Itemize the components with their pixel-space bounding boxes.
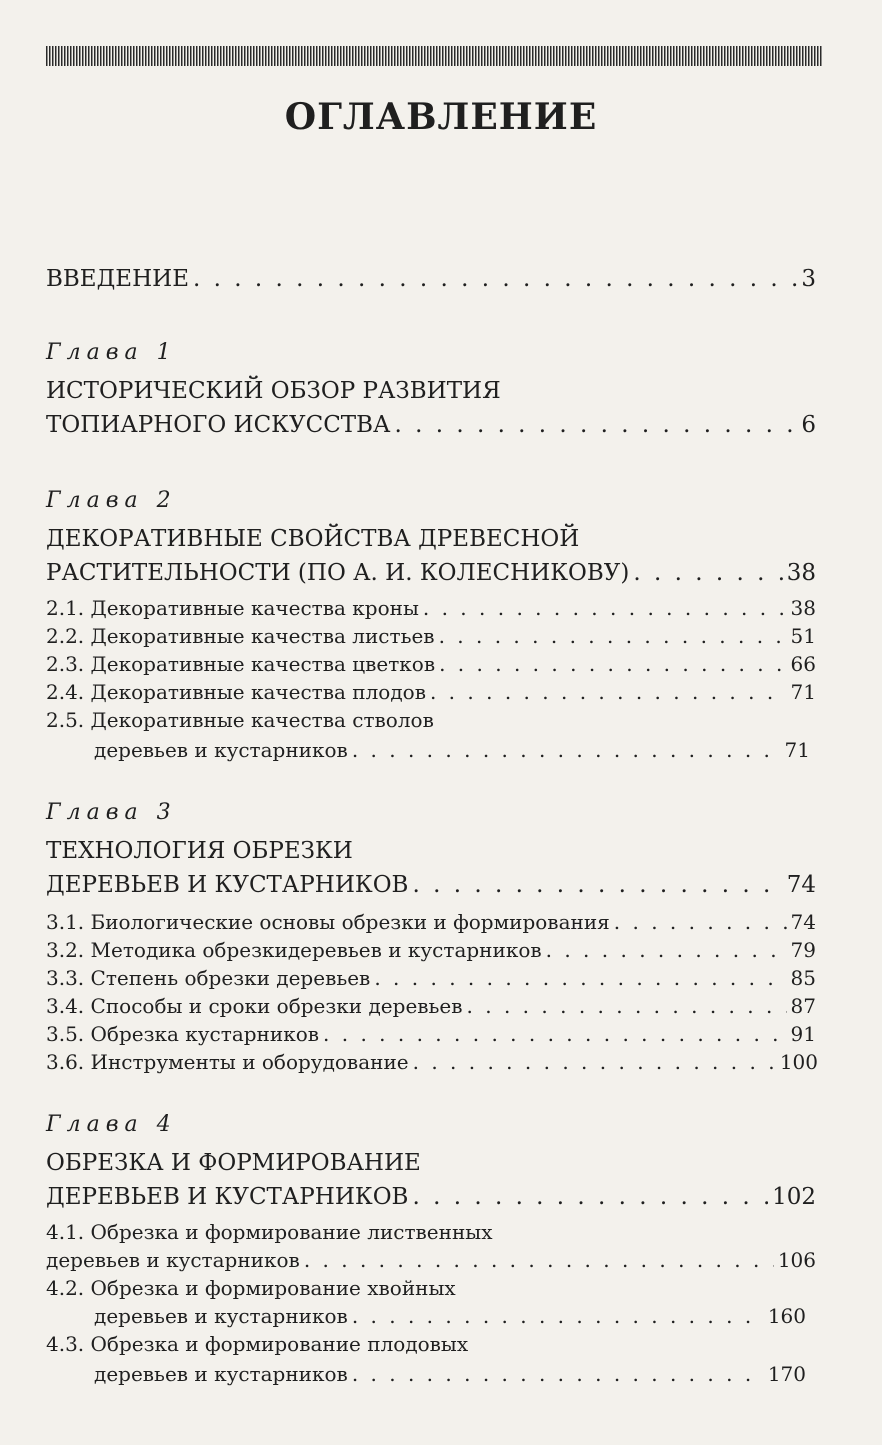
leader-dots (633, 560, 782, 586)
toc-entry[interactable] (46, 938, 816, 962)
entry-page: 3 (801, 266, 816, 292)
entry-label: 2.1. Декоративные качества кроны (46, 596, 419, 620)
entry-page: 170 (767, 1362, 806, 1386)
entry-label: 2.4. Декоративные качества плодов (46, 680, 426, 704)
chapter-heading: Глава 3 (46, 800, 177, 825)
toc-entry[interactable] (46, 994, 816, 1018)
leader-dots (323, 1022, 787, 1046)
chapter-heading: Глава 1 (46, 340, 177, 365)
entry-label: деревьев и кустарников (94, 738, 348, 762)
toc-entry[interactable] (94, 1304, 806, 1328)
entry-label: 3.5. Обрезка кустарников (46, 1022, 320, 1046)
chapter-heading: Глава 4 (46, 1112, 177, 1137)
leader-dots (193, 266, 797, 292)
entry-page: 100 (779, 1050, 818, 1074)
toc-entry[interactable] (46, 652, 816, 676)
leader-dots (439, 652, 786, 676)
toc-entry[interactable] (46, 680, 816, 704)
leader-dots (394, 412, 797, 438)
entry-page: 38 (790, 596, 816, 620)
entry-label: 3.4. Способы и сроки обрезки деревьев (46, 994, 463, 1018)
entry-page: 74 (790, 910, 816, 934)
entry-label: 3.1. Биологические основы обрезки и формирования (46, 910, 610, 934)
toc-entry-line: 2.5. Декоративные качества стволов (46, 708, 434, 732)
leader-dots (546, 938, 787, 962)
entry-page: 85 (790, 966, 816, 990)
leader-dots (412, 1184, 768, 1210)
toc-entry[interactable] (46, 624, 816, 648)
entry-label: 2.2. Декоративные качества листьев (46, 624, 435, 648)
entry-label: ВВЕДЕНИЕ (46, 266, 189, 292)
toc-entry-chapter-2[interactable] (46, 560, 816, 586)
entry-label: 2.3. Декоративные качества цветков (46, 652, 436, 676)
leader-dots (352, 1362, 764, 1386)
toc-entry[interactable] (46, 1050, 818, 1074)
entry-label: 3.3. Степень обрезки деревьев (46, 966, 371, 990)
leader-dots (412, 872, 782, 898)
leader-dots (374, 966, 786, 990)
chapter-title-line: ИСТОРИЧЕСКИЙ ОБЗОР РАЗВИТИЯ (46, 378, 501, 404)
entry-label: РАСТИТЕЛЬНОСТИ (ПО А. И. КОЛЕСНИКОВУ) (46, 560, 630, 586)
entry-page: 102 (772, 1184, 816, 1210)
chapter-title-line: ТЕХНОЛОГИЯ ОБРЕЗКИ (46, 838, 353, 864)
toc-entry[interactable] (46, 596, 816, 620)
toc-entry[interactable] (46, 910, 816, 934)
leader-dots (467, 994, 787, 1018)
header-rule (46, 46, 822, 66)
toc-entry-chapter-4[interactable] (46, 1184, 816, 1210)
leader-dots (413, 1050, 776, 1074)
toc-entry-line: 4.2. Обрезка и формирование хвойных (46, 1276, 456, 1300)
entry-label: деревьев и кустарников (94, 1304, 348, 1328)
leader-dots (352, 1304, 764, 1328)
entry-page: 79 (790, 938, 816, 962)
toc-entry[interactable] (94, 1362, 806, 1386)
entry-page: 74 (786, 872, 816, 898)
entry-page: 106 (777, 1248, 816, 1272)
toc-entry-line: 4.1. Обрезка и формирование лиственных (46, 1220, 493, 1244)
leader-dots (423, 596, 787, 620)
toc-entry-intro[interactable] (46, 266, 816, 292)
chapter-heading: Глава 2 (46, 488, 177, 513)
entry-page: 51 (790, 624, 816, 648)
entry-page: 38 (786, 560, 816, 586)
toc-entry[interactable] (46, 1248, 816, 1272)
entry-label: 3.2. Методика обрезкидеревьев и кустарников (46, 938, 542, 962)
entry-label: ДЕРЕВЬЕВ И КУСТАРНИКОВ (46, 1184, 409, 1210)
leader-dots (304, 1248, 774, 1272)
entry-label: деревьев и кустарников (94, 1362, 348, 1386)
entry-page: 71 (784, 738, 810, 762)
entry-label: ТОПИАРНОГО ИСКУССТВА (46, 412, 391, 438)
chapter-title-line: ОБРЕЗКА И ФОРМИРОВАНИЕ (46, 1150, 421, 1176)
toc-entry[interactable] (46, 966, 816, 990)
toc-entry-chapter-3[interactable] (46, 872, 816, 898)
toc-entry[interactable] (94, 738, 810, 762)
entry-page: 71 (790, 680, 816, 704)
leader-dots (352, 738, 781, 762)
leader-dots (439, 624, 787, 648)
entry-label: деревьев и кустарников (46, 1248, 300, 1272)
entry-label: ДЕРЕВЬЕВ И КУСТАРНИКОВ (46, 872, 409, 898)
leader-dots (614, 910, 787, 934)
leader-dots (430, 680, 787, 704)
entry-page: 87 (790, 994, 816, 1018)
chapter-title-line: ДЕКОРАТИВНЫЕ СВОЙСТВА ДРЕВЕСНОЙ (46, 526, 580, 552)
toc-entry-chapter-1[interactable] (46, 412, 816, 438)
entry-label: 3.6. Инструменты и оборудование (46, 1050, 409, 1074)
entry-page: 6 (801, 412, 816, 438)
entry-page: 91 (790, 1022, 816, 1046)
page-title: ОГЛАВЛЕНИЕ (284, 96, 598, 138)
toc-entry-line: 4.3. Обрезка и формирование плодовых (46, 1332, 469, 1356)
entry-page: 66 (790, 652, 816, 676)
toc-entry[interactable] (46, 1022, 816, 1046)
entry-page: 160 (767, 1304, 806, 1328)
